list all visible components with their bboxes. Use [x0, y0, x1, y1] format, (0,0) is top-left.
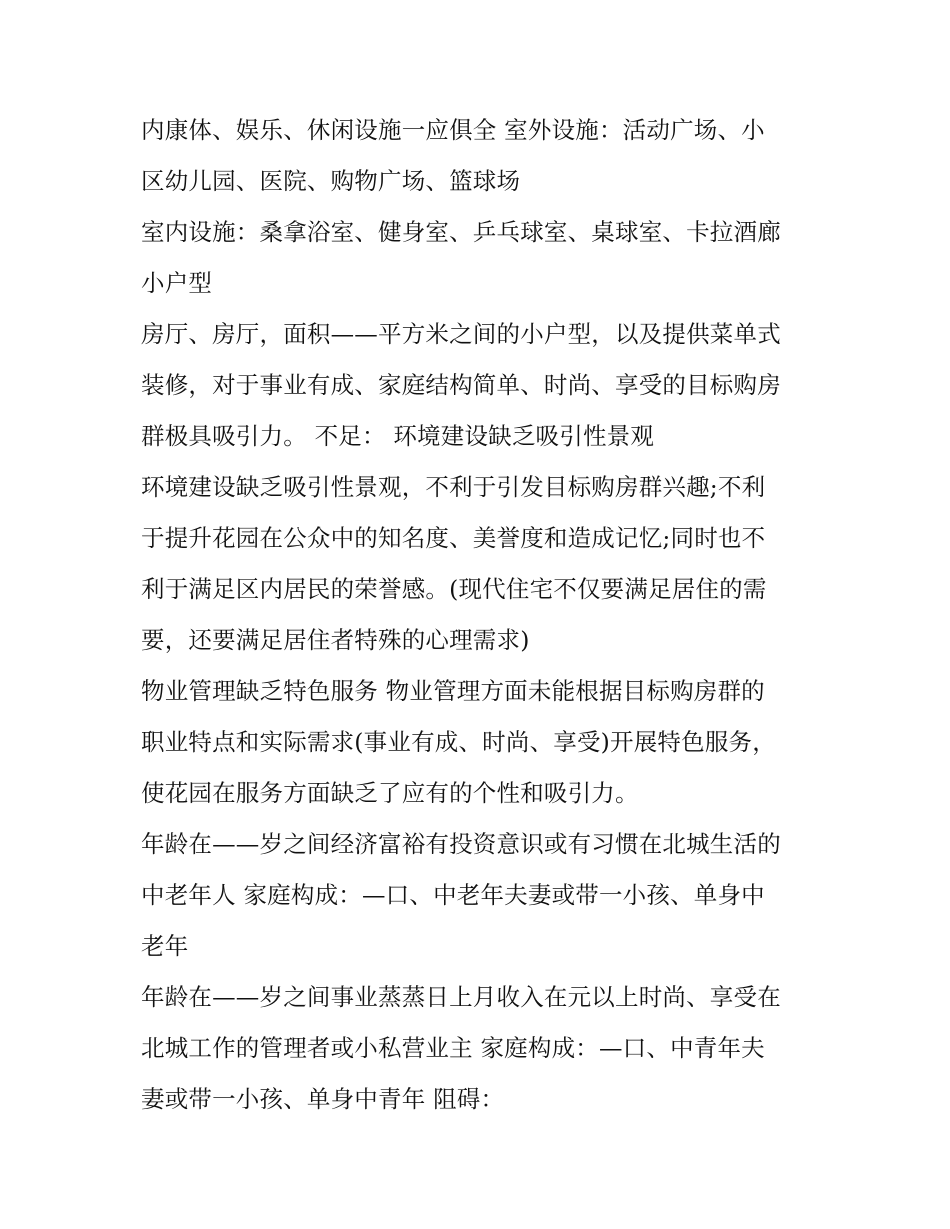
text-line: 老年: [141, 932, 189, 960]
text-line: 职业特点和实际需求(事业有成、时尚、享受)开展特色服务，: [141, 728, 776, 756]
text-line: 北城工作的管理者或小私营业主 家庭构成：—口、中青年夫: [141, 1034, 765, 1062]
text-line: 环境建设缺乏吸引性景观，不利于引发目标购房群兴趣;不利: [141, 473, 766, 501]
text-line: 于提升花园在公众中的知名度、美誉度和造成记忆;同时也不: [141, 524, 766, 552]
document-body: [141, 105, 816, 1125]
text-line: 利于满足区内居民的荣誉感。(现代住宅不仅要满足居住的需: [141, 575, 767, 603]
text-line: 要，还要满足居住者特殊的心理需求): [141, 626, 530, 654]
text-line: 区幼儿园、医院、购物广场、篮球场: [141, 167, 521, 195]
text-line: 房厅、房厅，面积——平方米之间的小户型，以及提供菜单式: [141, 320, 781, 348]
text-line: 中老年人 家庭构成：—口、中老年夫妻或带一小孩、单身中: [141, 881, 765, 909]
text-line: 小户型: [141, 269, 213, 297]
text-line: 室内设施：桑拿浴室、健身室、乒乓球室、桌球室、卡拉酒廊: [141, 218, 781, 246]
text-line: 内康体、娱乐、休闲设施一应俱全 室外设施：活动广场、小: [141, 116, 765, 144]
text-line: 妻或带一小孩、单身中青年 阻碍：: [141, 1085, 505, 1113]
text-line: 群极具吸引力。 不足： 环境建设缺乏吸引性景观: [141, 422, 655, 450]
text-line: 物业管理缺乏特色服务 物业管理方面未能根据目标购房群的: [141, 677, 765, 705]
text-line: 装修，对于事业有成、家庭结构简单、时尚、享受的目标购房: [141, 371, 781, 399]
text-line: 年龄在——岁之间事业蒸蒸日上月收入在元以上时尚、享受在: [141, 983, 781, 1011]
text-line: 使花园在服务方面缺乏了应有的个性和吸引力。: [141, 779, 639, 807]
text-line: 年龄在——岁之间经济富裕有投资意识或有习惯在北城生活的: [141, 830, 781, 858]
